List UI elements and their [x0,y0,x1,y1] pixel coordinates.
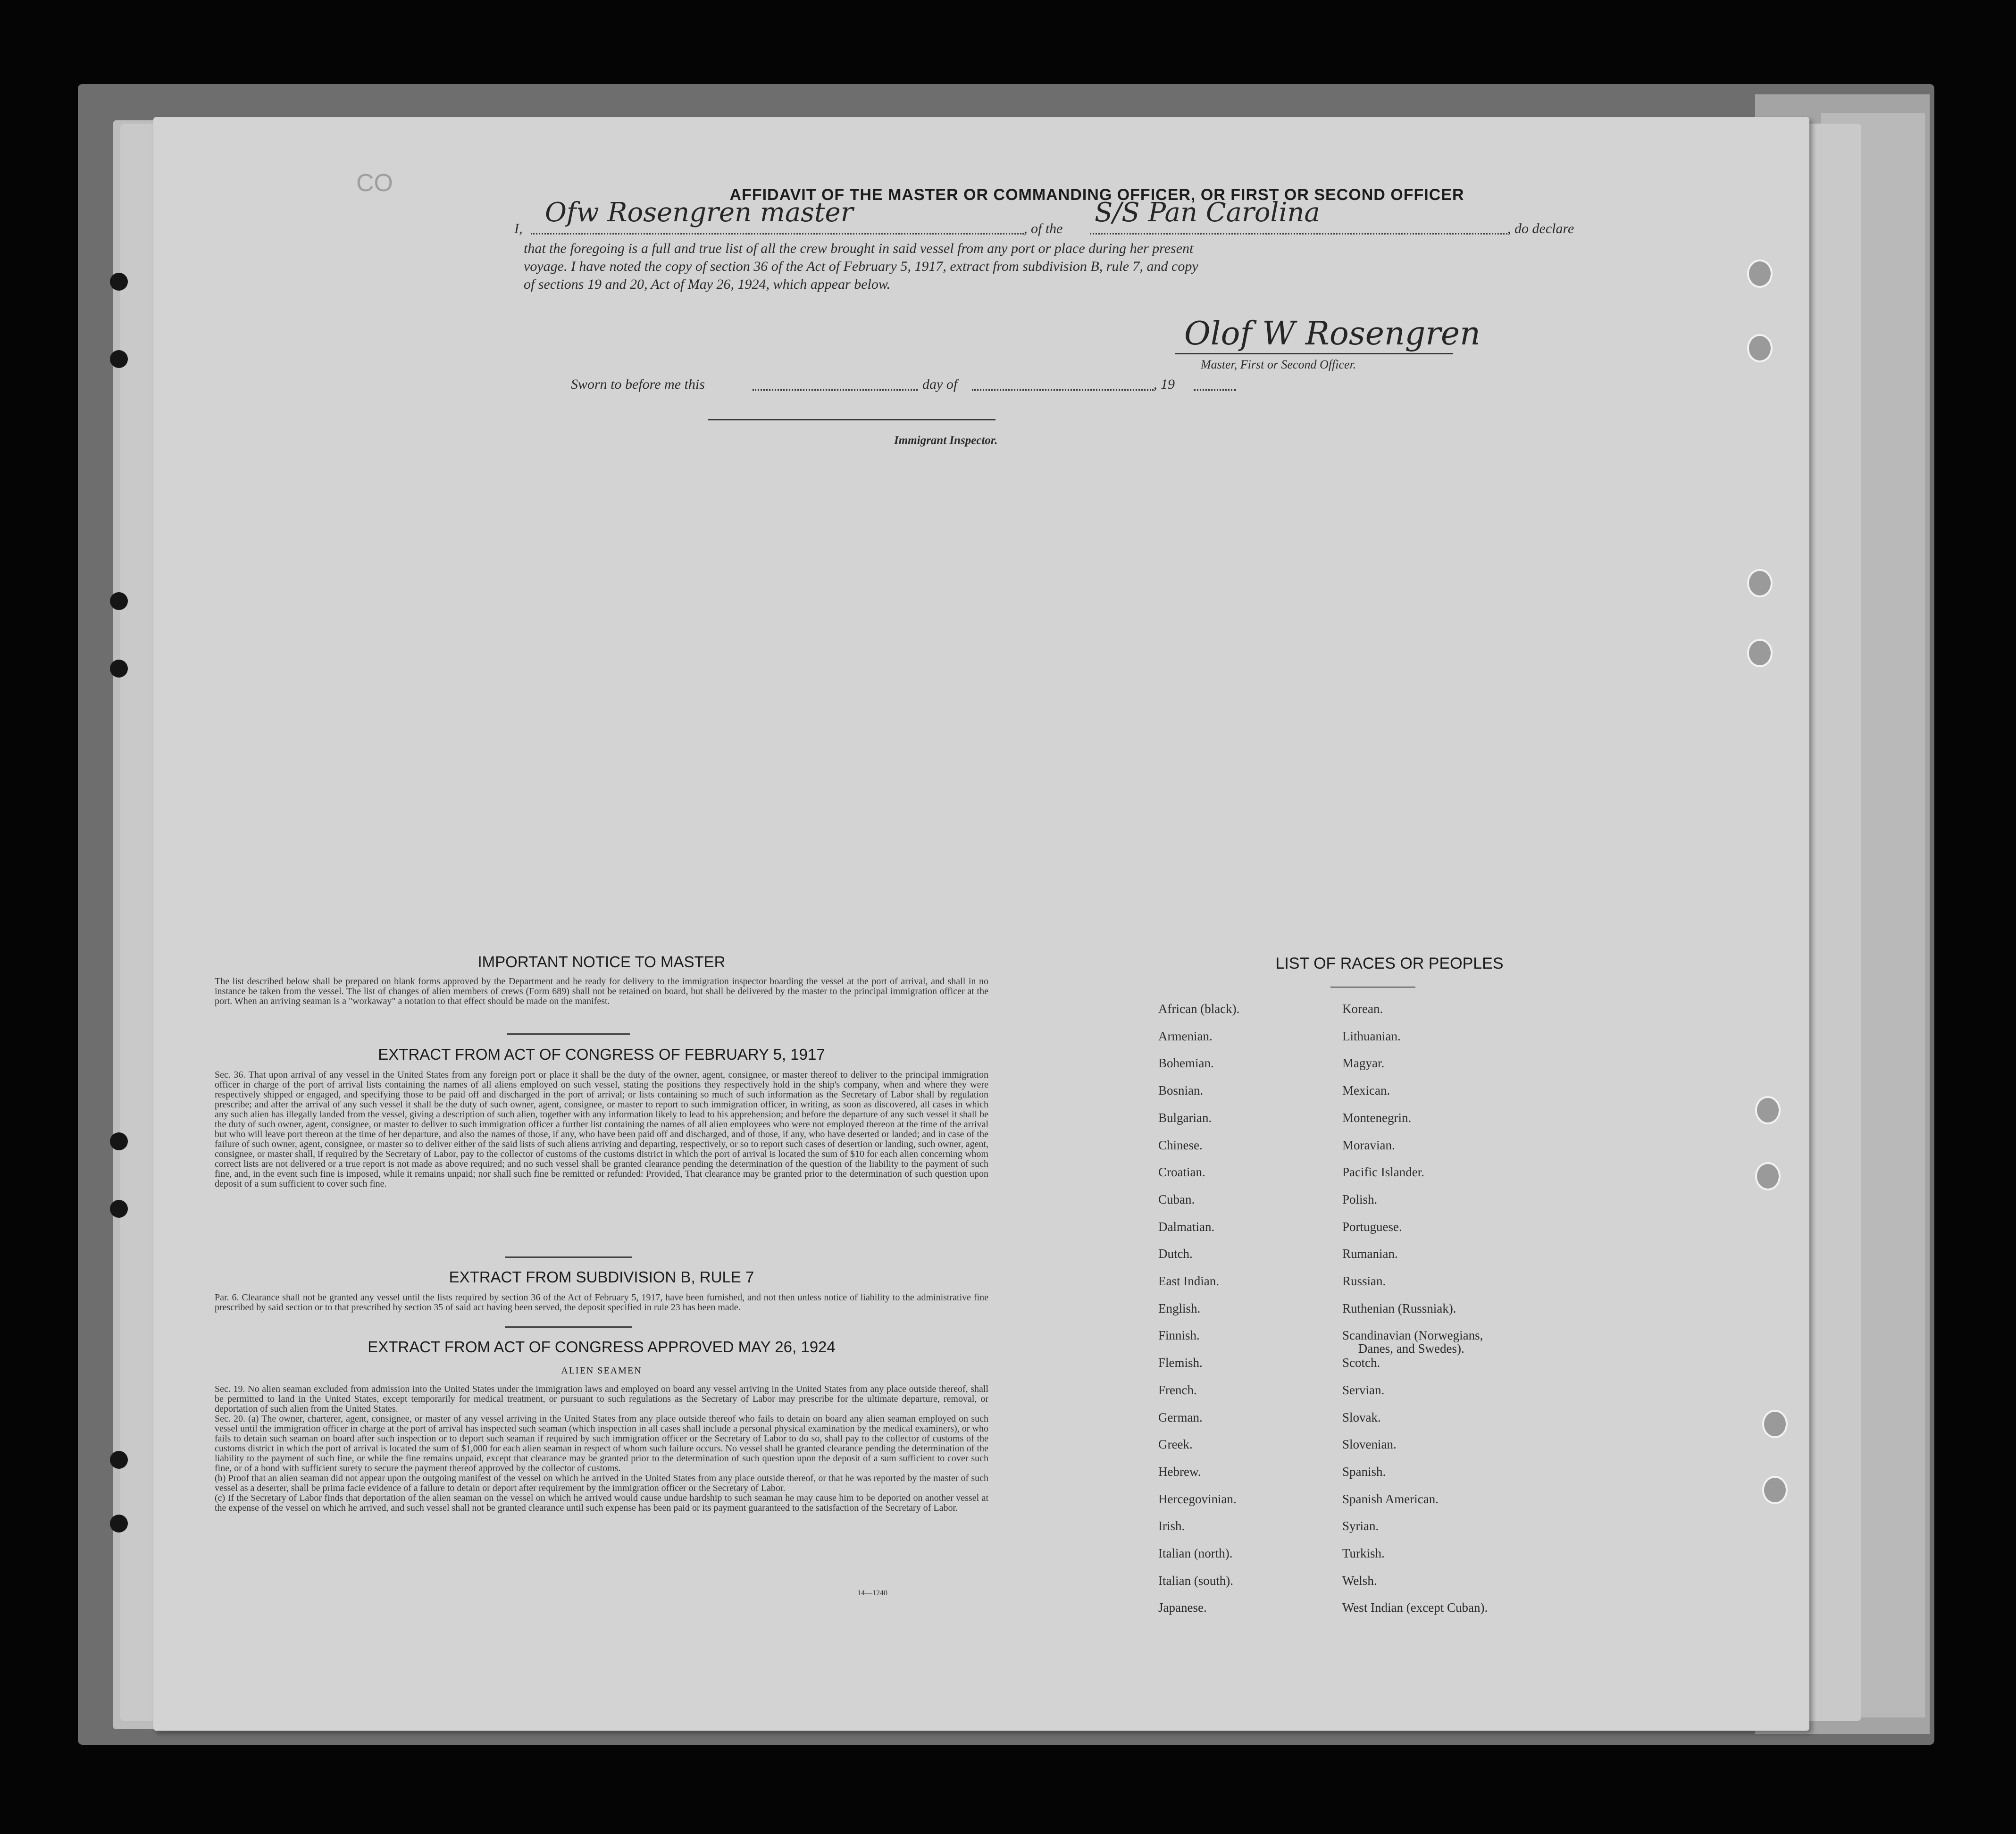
races-left-column [1158,996,1239,1622]
race-entry: West Indian (except Cuban). [1342,1600,1488,1615]
race-entry: Ruthenian (Russniak). [1342,1301,1456,1315]
race-entry: Flemish. [1158,1356,1203,1370]
affidavit-page [153,117,1809,1731]
binder-hole [110,1515,128,1533]
binder-hole [110,1132,128,1150]
punch-ring [1762,1410,1788,1438]
race-entry: Scotch. [1342,1356,1380,1370]
binder-hole [110,592,128,610]
vessel-name-handwritten: S/S Pan Carolina [1095,197,1320,228]
year-prefix: , 19 [1154,377,1175,392]
race-entry: Servian. [1342,1382,1385,1397]
notice-text: The list described below shall be prepared on blank forms approved by the Department and be ready for delivery to the immigration inspector boarding the vessel at the port of arrival, and shall in no instance be taken from the vessel. The list of changes of alien members of crews (Form 689) shall not be retained on board, but shall be delivered by the master to the principal immigration officer at the port. When an arriving seaman is a "workaway" a notation to that effect should be made on the manifest. [215,976,988,1006]
race-entry: Bohemian. [1158,1056,1214,1071]
affidavit-line-3: voyage. I have noted the copy of section 36 of the Act of February 5, 1917, extract from subdivision B, rule 7, and copy [524,259,1198,274]
extract-1917-title: EXTRACT FROM ACT OF CONGRESS OF FEBRUARY 5, 1917 [378,1046,825,1063]
punch-ring [1747,334,1773,362]
race-entry: Finnish. [1158,1328,1200,1343]
race-entry: Pacific Islander. [1342,1165,1424,1180]
rule7-title: EXTRACT FROM SUBDIVISION B, RULE 7 [449,1268,754,1286]
punch-ring [1755,1096,1781,1124]
races-title: LIST OF RACES OR PEOPLES [1275,955,1504,972]
affidavit-line-2: that the foregoing is a full and true list of all the crew brought in said vessel from any port or place during her present [524,241,1194,256]
rule7-text: Par. 6. Clearance shall not be granted any vessel until the lists required by section 36 of the Act of February 5, 1917, have been furnished, and not then unless notice of liability to the administrative fine prescribed by said section or to that prescribed by section 35 of said act having been served, the deposit specified in rule 23 has been made. [215,1292,988,1313]
race-entry: Scandinavian (Norwegians, Danes, and Swedes). [1342,1328,1483,1356]
extract-1924-text: Sec. 19. No alien seaman excluded from admission into the United States under the immigration laws and employed on board any vessel arriving in the United States from any place outside thereof, shall be permitted to land in the United States, except temporarily for medical treatment, or pursuant to such regulations as the Secretary of Labor may prescribe for the ultimate departure, removal, or deportation of such alien from the United States. Sec. 20. (a) The owner, charterer, agent, consignee, or master of any vessel arriving in the United States from any place outside thereof who fails to detain on board any alien seaman employed on such vessel until the immigration officer in charge at the port of arrival has inspected such seaman (which inspection in all cases shall include a personal physical examination by the medical examiners), or who fails to detain such seaman on board after such inspection or to deport such seaman if required by such immigration officer or the Secretary of Labor to do so, shall pay to the collector of customs of the customs district in which the port of arrival is located the sum of $1,000 for each alien seaman in respect of whom such failure occurs. No vessel shall be granted clearance pending the determination of the liability to the payment of such fine, or while the fine remains unpaid, except that clearance may be granted prior to the determination of such question upon the deposit of a sum sufficient to cover such fine, or of a bond with sufficient surety to secure the payment thereof approved by the collector of customs. (b) Proof that an alien seaman did not appear upon the outgoing manifest of the vessel on which he arrived in the United States from any place outside thereof, or that he was reported by the master of such vessel as a deserter, shall be prima facie evidence of a failure to detain or deport after requirement by the immigration officer or the Secretary of Labor. (c) If the Secretary of Labor finds that deportation of the alien seaman on the vessel on which he arrived would cause undue hardship to such seaman he may cause him to be deported on another vessel at the expense of the vessel on which he arrived, and such vessel shall not be granted clearance until such expense has been paid or its payment guaranteed to the satisfaction of the Secretary of Labor. [215,1384,988,1513]
race-entry: Polish. [1342,1192,1378,1206]
affidavit-line-4: of sections 19 and 20, Act of May 26, 1924, which appear below. [524,276,891,292]
extract-1924-title: EXTRACT FROM ACT OF CONGRESS APPROVED MAY 26, 1924 [368,1338,836,1356]
race-entry: Korean. [1342,1002,1383,1016]
inspector-caption: Immigrant Inspector. [894,434,998,447]
race-entry: Cuban. [1158,1192,1195,1206]
day-of-label: day of [922,377,958,392]
declarant-name-handwritten: Ofw Rosengren master [545,197,853,228]
race-entry: Russian. [1342,1274,1386,1289]
declarant-prefix: I, [514,221,523,236]
race-entry: Welsh. [1342,1573,1377,1588]
race-entry: Japanese. [1158,1600,1207,1615]
signature-caption: Master, First or Second Officer. [1201,358,1356,371]
punch-ring [1762,1476,1788,1504]
race-entry: English. [1158,1301,1201,1315]
section-divider [507,1033,630,1035]
race-entry: Spanish. [1342,1464,1386,1479]
race-entry: Chinese. [1158,1138,1203,1152]
punch-ring [1755,1162,1781,1190]
race-entry: Turkish. [1342,1546,1385,1561]
race-entry: Greek. [1158,1437,1193,1452]
race-entry: Bosnian. [1158,1083,1204,1098]
race-entry: French. [1158,1382,1197,1397]
race-entry: African (black). [1158,1002,1240,1016]
master-signature: Olof W Rosengren [1184,315,1481,352]
race-entry: Magyar. [1342,1056,1385,1071]
do-declare-label: , do declare [1507,221,1574,236]
binder-hole [110,350,128,368]
race-entry: Irish. [1158,1519,1185,1533]
races-title-rule [1330,987,1415,988]
races-right-column [1342,996,1488,1622]
race-entry: Moravian. [1342,1138,1395,1152]
binder-hole [110,1451,128,1469]
binder-hole [110,273,128,291]
race-entry: Mexican. [1342,1083,1390,1098]
sworn-day-line [753,379,918,391]
inspector-signature-line [708,419,995,420]
race-entry: East Indian. [1158,1274,1219,1289]
sworn-label: Sworn to before me this [571,377,705,392]
race-entry: Montenegrin. [1342,1110,1412,1125]
race-entry: Armenian. [1158,1029,1213,1043]
race-entry: Italian (north). [1158,1546,1233,1561]
binder-hole [110,660,128,678]
punch-ring [1747,639,1773,667]
bleed-through-mark: CO [356,169,393,197]
race-entry: Italian (south). [1158,1573,1233,1588]
signature-line [1175,353,1453,354]
section-divider [505,1326,632,1328]
race-entry: Slovak. [1342,1410,1381,1424]
notice-title: IMPORTANT NOTICE TO MASTER [477,953,726,971]
race-entry: Bulgarian. [1158,1110,1212,1125]
punch-ring [1747,260,1773,288]
race-entry: Hebrew. [1158,1464,1201,1479]
of-the-label: , of the [1024,221,1063,236]
race-entry: German. [1158,1410,1203,1424]
sworn-year-line [1194,379,1236,391]
race-entry: Hercegovinian. [1158,1491,1237,1506]
extract-1917-text: Sec. 36. That upon arrival of any vessel in the United States from any foreign port or place it shall be the duty of the owner, agent, consignee, or master thereof to deliver to the principal immigration officer in charge of the port of arrival lists containing the names of all aliens employed on such vessel, stating the positions they respectively hold in the ship's company, when and where they were respectively shipped or engaged, and specifying those to be paid off and discharged in the port of arrival; or lists containing so much of such information as the Secretary of Labor shall by regulation prescribe; and after the arrival of any such vessel it shall be the duty of such owner, agent, consignee, or master to report to such immigration officer, in writing, as soon as discovered, all cases in which any such alien has illegally landed from the vessel, giving a description of such alien, together with any information likely to lead to his apprehension; and before the departure of any such vessel it shall be the duty of such owner, agent, consignee, or master to deliver to such immigration officer a further list containing the names of all alien employees who were not employed thereon at the time of the arrival but who will leave port thereon at the time of her departure, and also the names of those, if any, who have been paid off and discharged, and of those, if any, who have deserted or landed; and in case of the failure of such owner, agent, consignee, or master so to deliver either of the said lists of such aliens arriving and departing, respectively, or so to report such cases of desertion or landing, such owner, agent, consignee, or master shall, if required by the Secretary of Labor, pay to the collector of customs of the customs district in which the port of arrival is located the sum of $10 for each alien concerning whom correct lists are not delivered or a true report is not made as above required; and no such vessel shall be granted clearance pending the determination of the question of the liability to the payment of such fine, and, in the event such fine is imposed, while it remains unpaid; nor shall such fine be remitted or refunded: Provided, That clearance may be granted prior to the determination of such question upon deposit of a sum sufficient to cover such fine. [215,1070,988,1189]
race-entry: Rumanian. [1342,1247,1398,1261]
race-entry: Portuguese. [1342,1219,1402,1234]
race-entry: Syrian. [1342,1519,1379,1533]
section-divider [505,1256,632,1258]
sworn-month-line [972,379,1154,391]
form-number: 14—1240 [857,1589,887,1597]
race-entry: Slovenian. [1342,1437,1397,1452]
punch-ring [1747,569,1773,597]
race-entry: Dutch. [1158,1247,1193,1261]
affidavit-title: AFFIDAVIT OF THE MASTER OR COMMANDING OFFICER, OR FIRST OR SECOND OFFICER [729,186,1464,204]
race-entry: Spanish American. [1342,1491,1439,1506]
race-entry: Dalmatian. [1158,1219,1215,1234]
alien-seamen-subtitle: ALIEN SEAMEN [561,1365,642,1376]
race-entry: Croatian. [1158,1165,1205,1180]
race-entry: Lithuanian. [1342,1029,1401,1043]
binder-hole [110,1200,128,1218]
